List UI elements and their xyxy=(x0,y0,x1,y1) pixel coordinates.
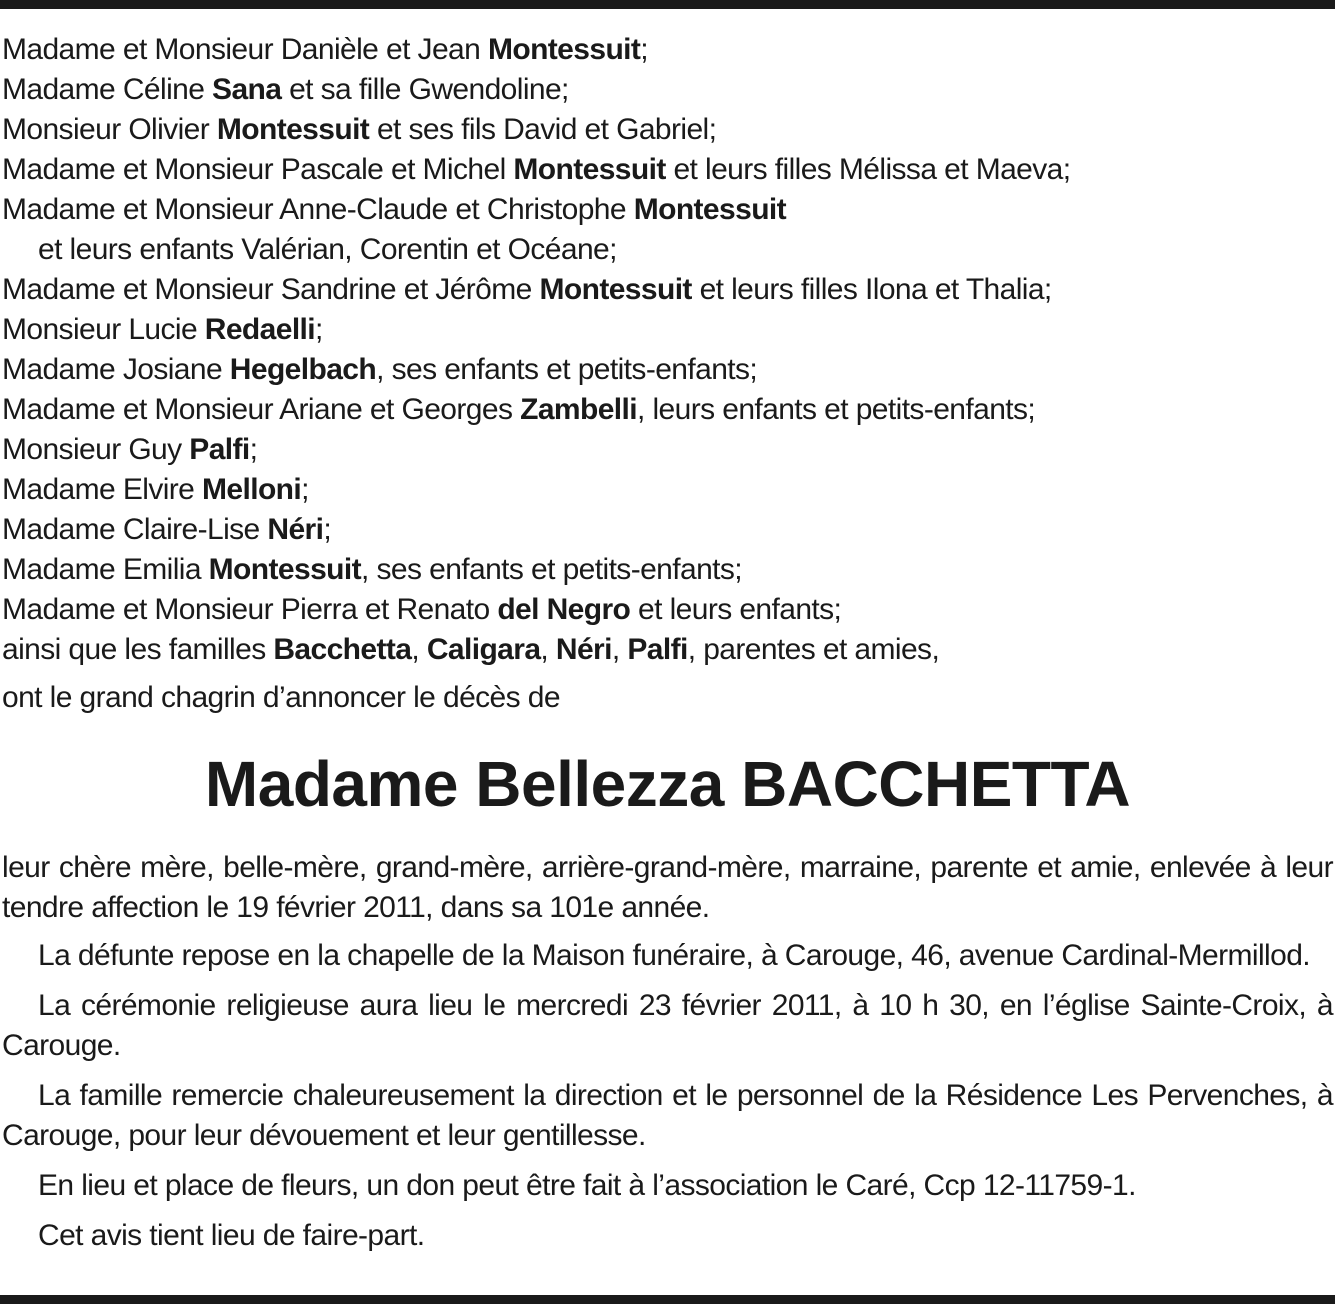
family-text: , ses enfants et petits-enfants; xyxy=(361,553,743,586)
family-text: Madame et Monsieur Ariane et Georges xyxy=(2,393,521,426)
family-line xyxy=(2,590,1333,630)
family-line xyxy=(2,510,1333,550)
family-text: Madame Elvire xyxy=(2,473,203,506)
family-text: et leurs enfants; xyxy=(630,593,842,626)
family-surname: Montessuit xyxy=(208,553,362,586)
family-text: , leurs enfants et petits-enfants; xyxy=(637,393,1036,426)
family-text: Monsieur Lucie xyxy=(2,313,205,346)
family-surname: Palfi xyxy=(189,433,250,466)
family-text: ainsi que les familles xyxy=(2,633,274,666)
family-text: ; xyxy=(301,473,309,506)
family-text: et sa fille Gwendoline; xyxy=(281,73,569,106)
family-line xyxy=(2,430,1333,470)
family-surname: Sana xyxy=(212,73,282,106)
family-text: Madame Claire-Lise xyxy=(2,513,268,546)
obituary-notice xyxy=(2,30,1333,1266)
family-text: Monsieur Guy xyxy=(2,433,190,466)
notice-paragraph: La cérémonie religieuse aura lieu le mercredi 23 février 2011, à 10 h 30, en l’église Sainte-Croix, à Carouge. xyxy=(2,989,1333,1062)
family-surname: Montessuit xyxy=(633,193,787,226)
family-text: , parentes et amies, xyxy=(687,633,940,666)
family-surname: Montessuit xyxy=(216,113,370,146)
family-list xyxy=(2,30,1333,670)
family-surname: Néri xyxy=(267,513,324,546)
family-line xyxy=(2,470,1333,510)
deceased-name: Madame Bellezza BACCHETTA xyxy=(204,748,1131,820)
family-text: Madame Céline xyxy=(2,73,213,106)
family-surname: Montessuit xyxy=(487,33,641,66)
family-line xyxy=(2,150,1333,190)
family-surname: Zambelli xyxy=(520,393,637,426)
family-text: , xyxy=(411,633,427,666)
family-surname: Caligara xyxy=(426,633,541,666)
family-line xyxy=(2,630,1333,670)
family-text: Madame Josiane xyxy=(2,353,230,386)
family-line xyxy=(2,390,1333,430)
announcement-line: ont le grand chagrin d’annoncer le décès de xyxy=(2,681,560,714)
notice-paragraph: Cet avis tient lieu de faire-part. xyxy=(38,1219,425,1252)
family-text: Madame et Monsieur Sandrine et Jérôme xyxy=(2,273,540,306)
family-line xyxy=(2,190,1333,230)
notice-paragraph: En lieu et place de fleurs, un don peut être fait à l’association le Caré, Ccp 12-11759-1. xyxy=(38,1169,1136,1202)
family-line xyxy=(2,550,1333,590)
notice-paragraph: La défunte repose en la chapelle de la Maison funéraire, à Carouge, 46, avenue Cardinal-Mermillod. xyxy=(38,939,1311,972)
family-text: , xyxy=(540,633,556,666)
family-text: et leurs filles Ilona et Thalia; xyxy=(691,273,1052,306)
notice-body xyxy=(2,848,1333,1256)
family-text: Madame et Monsieur Pierra et Renato xyxy=(2,593,498,626)
family-text: et leurs filles Mélissa et Maeva; xyxy=(665,153,1071,186)
bottom-rule xyxy=(0,1295,1335,1304)
family-surname: Bacchetta xyxy=(273,633,412,666)
family-surname: Redaelli xyxy=(204,313,316,346)
family-surname: Néri xyxy=(555,633,612,666)
family-surname: Montessuit xyxy=(513,153,666,186)
family-surname: Hegelbach xyxy=(229,353,377,386)
family-line xyxy=(2,350,1333,390)
family-surname: del Negro xyxy=(497,593,631,626)
family-line xyxy=(2,230,1333,270)
family-text: ; xyxy=(323,513,332,546)
family-line xyxy=(2,70,1333,110)
family-surname: Palfi xyxy=(627,633,688,666)
family-line xyxy=(2,110,1333,150)
notice-paragraph: leur chère mère, belle-mère, grand-mère, arrière-grand-mère, marraine, parente et amie, enlevée à leur tendre affection le 19 février 2011, dans sa 101e année. xyxy=(2,851,1333,924)
family-text: , xyxy=(611,633,628,666)
family-text: ; xyxy=(249,433,258,466)
family-line xyxy=(2,310,1333,350)
family-text: Madame et Monsieur Danièle et Jean xyxy=(2,33,488,66)
top-rule xyxy=(0,0,1335,9)
family-text: , ses enfants et petits-enfants; xyxy=(376,353,758,386)
family-text: Madame Emilia xyxy=(2,553,209,586)
family-text: et leurs enfants Valérian, Corentin et Océane; xyxy=(38,233,617,266)
family-text: Madame et Monsieur Pascale et Michel xyxy=(2,153,514,186)
family-text: Monsieur Olivier xyxy=(2,113,217,146)
notice-paragraph: La famille remercie chaleureusement la direction et le personnel de la Résidence Les Pervenches, à Carouge, pour leur dévouement et leur gentillesse. xyxy=(2,1079,1333,1152)
family-surname: Melloni xyxy=(202,473,302,506)
family-line xyxy=(2,30,1333,70)
family-text: ; xyxy=(315,313,323,346)
family-surname: Montessuit xyxy=(539,273,692,306)
family-text: Madame et Monsieur Anne-Claude et Christophe xyxy=(2,193,634,226)
family-text: et ses fils David et Gabriel; xyxy=(369,113,717,146)
family-line xyxy=(2,270,1333,310)
family-text: ; xyxy=(640,33,649,66)
